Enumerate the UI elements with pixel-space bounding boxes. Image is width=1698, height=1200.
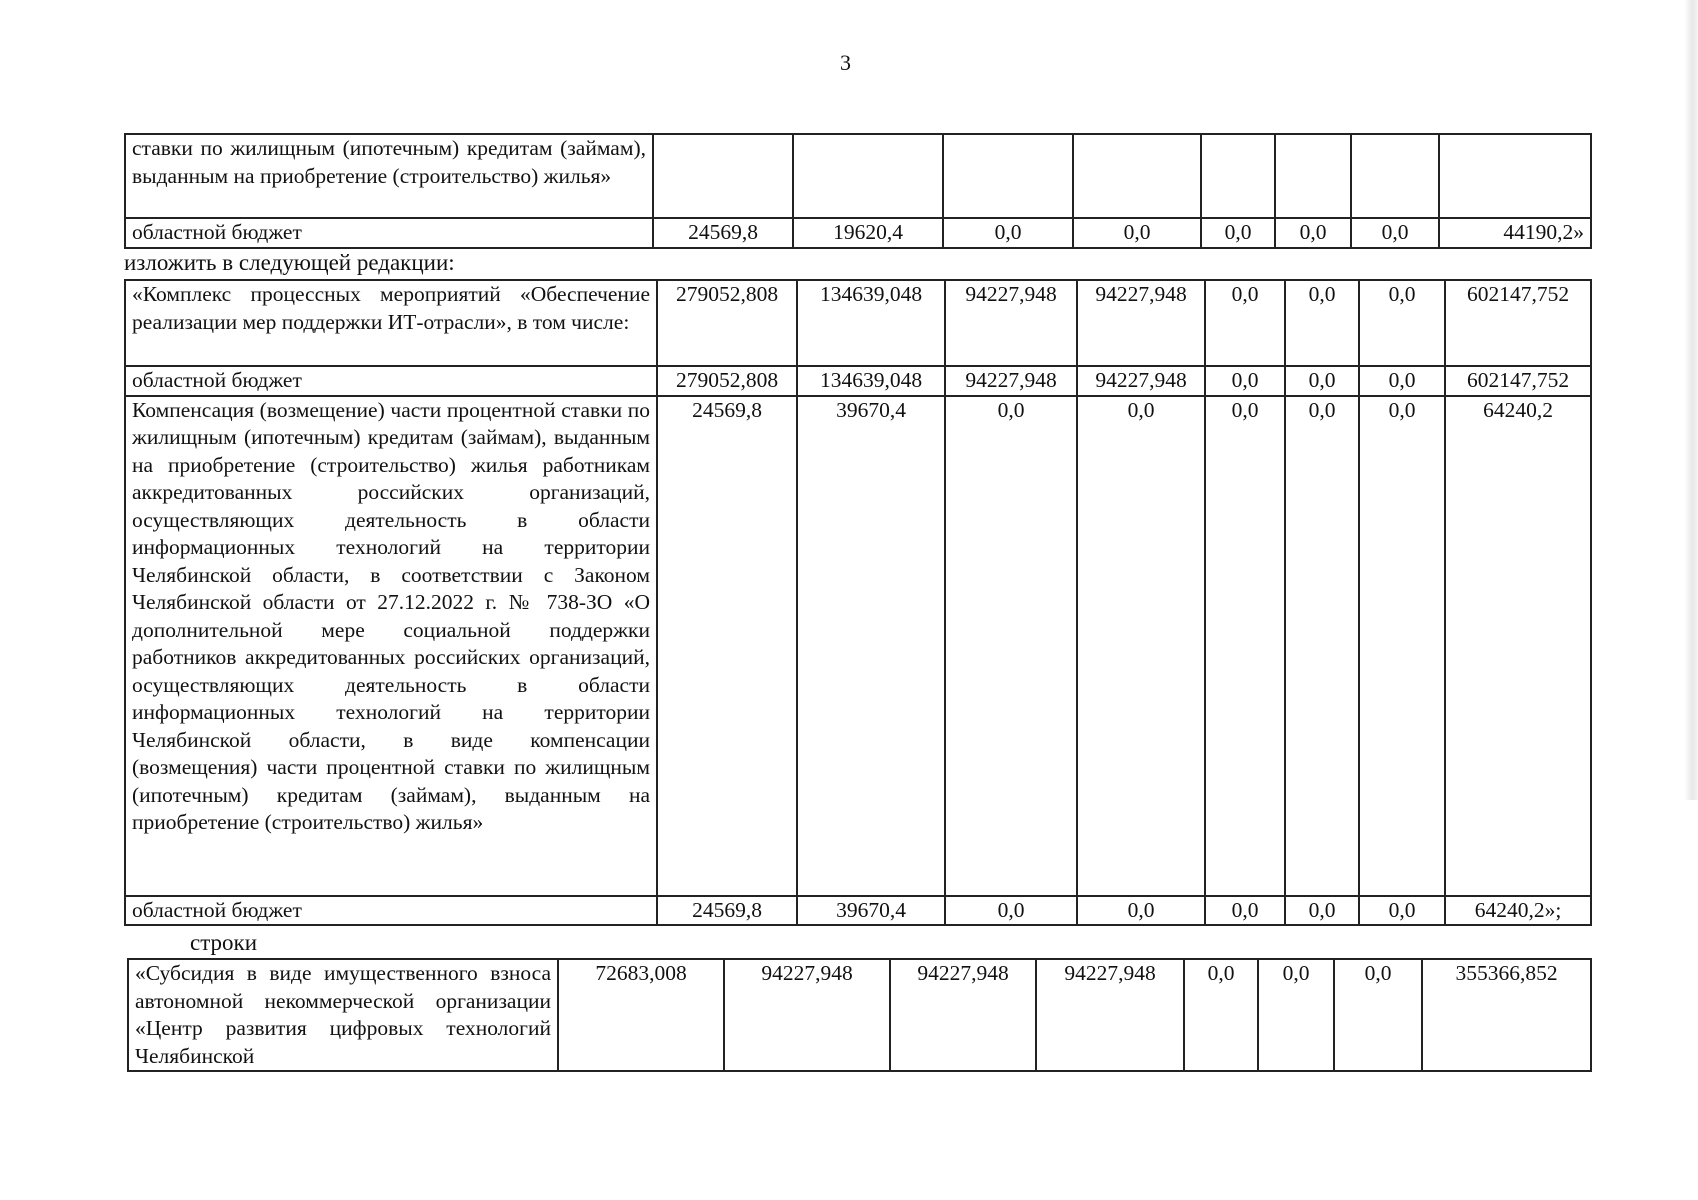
value-cell: 279052,808 — [657, 366, 797, 396]
table-rows — [127, 958, 1592, 1072]
table-row — [125, 218, 1591, 248]
value-cell: 0,0 — [1359, 896, 1445, 926]
value-cell: 0,0 — [1285, 896, 1359, 926]
total-cell: 44190,2» — [1439, 218, 1591, 248]
value-cell: 72683,008 — [558, 959, 724, 1071]
value-cell: 0,0 — [1184, 959, 1258, 1071]
value-cell: 39670,4 — [797, 396, 945, 896]
value-cell: 0,0 — [943, 218, 1073, 248]
table-row — [125, 134, 1591, 218]
value-cell: 94227,948 — [724, 959, 890, 1071]
value-cell: 0,0 — [1351, 218, 1439, 248]
value-cell: 24569,8 — [653, 218, 793, 248]
table-row — [125, 396, 1591, 896]
value-cell: 94227,948 — [1036, 959, 1184, 1071]
row-description: Компенсация (возмещение) части процентной ставки по жилищным (ипотечным) кредитам (займам), выданным на приобретение (строительство) жилья работникам аккредитованных российских организаций, осуществляющих деятельность в области информационных технологий на территории Челябинской области, в соответствии с Законом Челябинской области от 27.12.2022 г. № 738-ЗО «О дополнительной мере социальной поддержки работников аккредитованных российских организаций, осуществляющих деятельность в области информационных технологий на территории Челябинской области, в виде компенсации (возмещения) части процентной ставки по жилищным (ипотечным) кредитам (займам), выданным на приобретение (строительство) жилья» — [125, 396, 657, 896]
value-cell: 94227,948 — [1077, 366, 1205, 396]
table-previous-edition — [124, 133, 1592, 249]
label-new-edition: изложить в следующей редакции: — [124, 250, 455, 275]
value-cell — [1201, 134, 1275, 218]
scan-edge — [1684, 0, 1698, 800]
value-cell: 0,0 — [1359, 280, 1445, 366]
total-cell: 64240,2»; — [1445, 896, 1591, 926]
total-cell: 355366,852 — [1422, 959, 1591, 1071]
total-cell: 602147,752 — [1445, 366, 1591, 396]
value-cell: 0,0 — [945, 396, 1077, 896]
label-rows: строки — [190, 930, 258, 955]
row-description: областной бюджет — [125, 218, 653, 248]
value-cell: 0,0 — [1205, 396, 1285, 896]
table-row — [125, 896, 1591, 926]
value-cell: 0,0 — [1359, 396, 1445, 896]
value-cell: 0,0 — [1205, 896, 1285, 926]
row-description: ставки по жилищным (ипотечным) кредитам (займам), выданным на приобретение (строительство) жилья» — [125, 134, 653, 218]
value-cell: 0,0 — [1275, 218, 1351, 248]
value-cell: 94227,948 — [1077, 280, 1205, 366]
value-cell: 94227,948 — [945, 366, 1077, 396]
row-description: «Комплекс процессных мероприятий «Обеспечение реализации мер поддержки ИТ-отрасли», в том числе: — [125, 280, 657, 366]
value-cell: 0,0 — [1205, 280, 1285, 366]
total-cell — [1439, 134, 1591, 218]
value-cell — [943, 134, 1073, 218]
row-description: «Субсидия в виде имущественного взноса автономной некоммерческой организации «Центр развития цифровых технологий Челябинской — [128, 959, 558, 1071]
value-cell — [793, 134, 943, 218]
page-number: 3 — [840, 50, 851, 75]
value-cell: 134639,048 — [797, 366, 945, 396]
row-description: областной бюджет — [125, 366, 657, 396]
value-cell: 0,0 — [1334, 959, 1422, 1071]
table-row — [125, 366, 1591, 396]
value-cell: 39670,4 — [797, 896, 945, 926]
value-cell: 0,0 — [1077, 896, 1205, 926]
value-cell: 0,0 — [1205, 366, 1285, 396]
value-cell — [1351, 134, 1439, 218]
value-cell: 0,0 — [1285, 366, 1359, 396]
value-cell: 0,0 — [1077, 396, 1205, 896]
value-cell: 0,0 — [1359, 366, 1445, 396]
value-cell: 0,0 — [1285, 396, 1359, 896]
value-cell: 0,0 — [1258, 959, 1334, 1071]
total-cell: 64240,2 — [1445, 396, 1591, 896]
row-description: областной бюджет — [125, 896, 657, 926]
total-cell: 602147,752 — [1445, 280, 1591, 366]
value-cell: 24569,8 — [657, 396, 797, 896]
value-cell: 94227,948 — [945, 280, 1077, 366]
value-cell: 0,0 — [1201, 218, 1275, 248]
value-cell — [653, 134, 793, 218]
value-cell: 94227,948 — [890, 959, 1036, 1071]
value-cell — [1073, 134, 1201, 218]
value-cell: 0,0 — [945, 896, 1077, 926]
value-cell: 0,0 — [1073, 218, 1201, 248]
table-row — [125, 280, 1591, 366]
value-cell: 19620,4 — [793, 218, 943, 248]
table-new-edition — [124, 279, 1592, 926]
value-cell — [1275, 134, 1351, 218]
value-cell: 0,0 — [1285, 280, 1359, 366]
value-cell: 24569,8 — [657, 896, 797, 926]
table-row — [128, 959, 1591, 1071]
value-cell: 279052,808 — [657, 280, 797, 366]
value-cell: 134639,048 — [797, 280, 945, 366]
